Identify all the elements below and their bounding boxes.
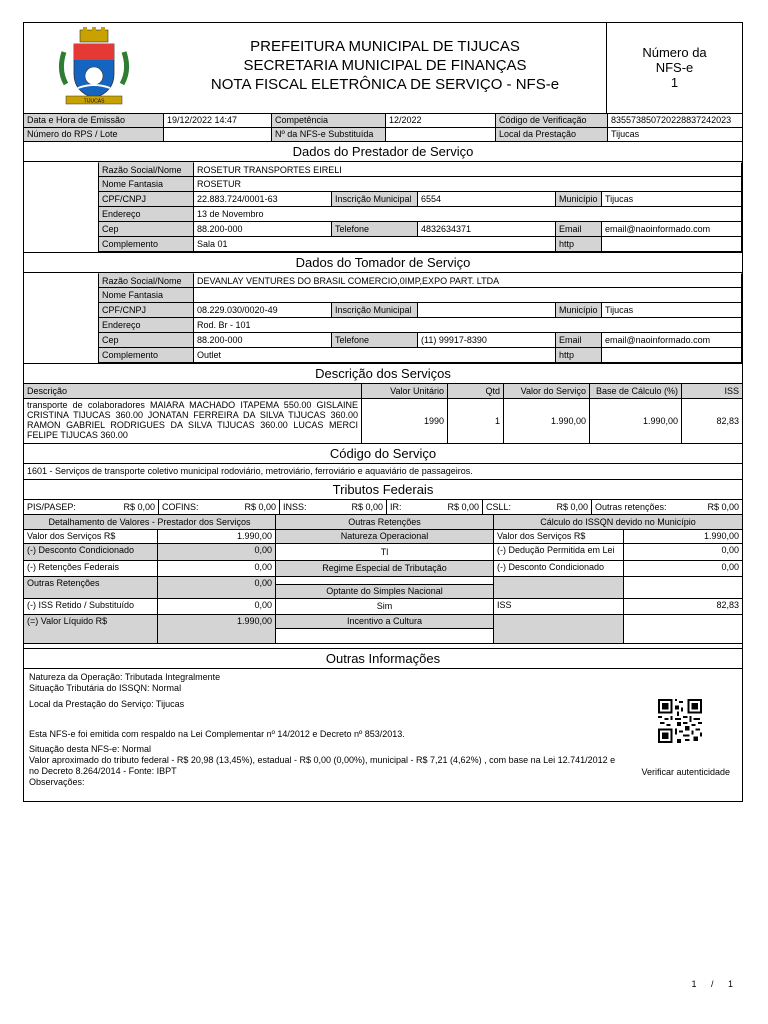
outras-label: Outras retenções: [595,502,667,512]
label: Telefone [332,333,418,348]
det-label: (-) Retenções Federais [24,561,158,576]
label: Complemento [98,237,194,252]
servico-iss: 82,83 [716,416,739,426]
prestador-block [24,162,742,253]
competencia-value: 12/2022 [386,114,496,127]
nfse-label: NFS-e [655,60,694,75]
prestador-fantasia: ROSETUR [194,177,742,192]
prestador-im: 6554 [418,192,556,207]
label: Razão Social/Nome [98,162,194,177]
codigo-section-title: Código do Serviço [24,444,742,464]
tomador-block [24,273,742,364]
inss-value: R$ 0,00 [351,502,383,512]
det-value: 0,00 [254,545,272,555]
detalhamento-col [24,515,276,643]
label: CPF/CNPJ [98,192,194,207]
municipal-crest [24,23,164,113]
cofins-value: R$ 0,00 [244,502,276,512]
servico-valor-unitario: 1990 [362,399,448,443]
local-prestacao: Local da Prestação do Serviço: Tijucas [29,699,185,709]
label: Cep [98,222,194,237]
qr-code-icon[interactable] [658,699,702,743]
label: Endereço [98,318,194,333]
regime-value [276,577,493,585]
col-valor-unitario: Valor Unitário [362,384,448,398]
iss-value [624,577,742,598]
pis-label: PIS/PASEP: [27,502,76,512]
prestador-cnpj: 22.883.724/0001-63 [194,192,332,207]
simples-value: Sim [276,599,493,615]
det-label: Valor dos Serviços R$ [24,530,158,543]
natureza-value: Tl [276,544,493,561]
servico-row [24,399,742,444]
codigo-row [24,464,742,480]
label: Cep [98,333,194,348]
col-iss: ISS [724,386,739,396]
col-qtd: Qtd [448,384,504,398]
csll-label: CSLL: [486,502,512,512]
label: Nome Fantasia [98,177,194,192]
label: http [556,348,602,363]
local-value: Tijucas [611,129,640,139]
label: Inscrição Municipal [332,303,418,318]
outras-section-title: Outras Informações [24,648,742,669]
secretaria-title: SECRETARIA MUNICIPAL DE FINANÇAS [243,57,527,74]
servico-descricao: transporte de colaboradores MAIARA MACHADO ITAPEMA 550.00 GISLAINE CRISTINA TIJUCAS 360.00 JONATAN FERREIRA DA SILVA TIJUCAS 360.00 RAMON GABRIEL RODRIGUES DA SILVA TIJUCAS 360.00 LUCAS MERCI FELIPE TIJUCAS 360.00 [24,399,362,443]
iss-label: (-) Dedução Permitida em Lei [494,544,624,560]
prestador-section-title: Dados do Prestador de Serviço [24,142,742,162]
iss-label: (-) Desconto Condicionado [494,561,624,576]
tomador-cnpj: 08.229.030/0020-49 [194,303,332,318]
regime-label: Regime Especial de Tributação [276,561,493,577]
tomador-fantasia [194,288,742,303]
tomador-endereco: Rod. Br - 101 [194,318,742,333]
rps-value [164,128,272,141]
nfse-number-label: Número da [642,45,707,60]
prestador-razao: ROSETUR TRANSPORTES EIRELI [194,162,742,177]
label: http [556,237,602,252]
substituida-value [386,128,496,141]
observacoes: Observações: [29,777,85,787]
det-value: 1.990,00 [236,531,272,541]
meta-row-1 [24,114,742,128]
iss-value: 0,00 [721,545,739,555]
outras-retencoes-col [276,515,494,643]
tomador-complemento: Outlet [194,348,556,363]
servicos-section-title: Descrição dos Serviços [24,364,742,384]
tributos-row [24,500,742,515]
prestador-municipio: Tijucas [602,192,742,207]
verificacao-value: 835573850720228837242023 [611,115,732,125]
pis-value: R$ 0,00 [123,502,155,512]
det-label: (-) Desconto Condicionado [24,544,158,560]
tomador-cep: 88.200-000 [194,333,332,348]
det-value: 1.990,00 [236,616,272,626]
document-title: NOTA FISCAL ELETRÔNICA DE SERVIÇO - NFS-e [210,76,560,93]
label: Nome Fantasia [98,288,194,303]
col-valor-servico: Valor do Serviço [504,384,590,398]
local-label: Local da Prestação [496,128,608,141]
outras-retencoes-header: Outras Retenções [276,515,493,530]
label: Endereço [98,207,194,222]
csll-value: R$ 0,00 [556,502,588,512]
incentivo-value [276,629,493,643]
servico-qtd: 1 [448,399,504,443]
label: Telefone [332,222,418,237]
header [24,23,742,114]
prestador-http [602,237,742,252]
tributos-section-title: Tributos Federais [24,480,742,500]
label: Complemento [98,348,194,363]
iss-label [494,615,624,643]
simples-label: Optante do Simples Nacional [276,585,493,599]
issqn-header: Cálculo do ISSQN devido no Município [494,515,742,530]
codigo-servico: 1601 - Serviços de transporte coletivo municipal rodoviário, metroviário, ferroviário e aquaviário de passageiros. [27,466,473,476]
iss-label: ISS [494,599,624,614]
nfse-document [23,22,743,802]
col-base-calculo: Base de Cálculo (%) [590,384,682,398]
label: Inscrição Municipal [332,192,418,207]
prestador-cep: 88.200-000 [194,222,332,237]
det-label: (-) ISS Retido / Substituído [24,599,158,614]
det-value: 0,00 [254,600,272,610]
iss-label: Valor dos Serviços R$ [494,530,624,543]
tomador-email: email@naoinformado.com [602,333,742,348]
ir-value: R$ 0,00 [447,502,479,512]
col-descricao: Descrição [24,384,362,398]
outras-informacoes [24,669,742,801]
ir-label: IR: [390,502,402,512]
iss-value: 82,83 [716,600,739,610]
tomador-telefone: (11) 99917-8390 [418,333,556,348]
prefeitura-title: PREFEITURA MUNICIPAL DE TIJUCAS [250,38,520,55]
iss-value: 0,00 [721,562,739,572]
cofins-label: COFINS: [162,502,199,512]
iss-label [494,577,624,598]
servico-valor: 1.990,00 [504,399,590,443]
situacao-nfse: Situação desta NFS-e: Normal [29,744,152,754]
outras-value: R$ 0,00 [707,502,739,512]
label: Município [556,303,602,318]
iss-value [624,615,742,643]
rps-label: Número do RPS / Lote [24,128,164,141]
det-label: (=) Valor Líquido R$ [24,615,158,643]
situacao-tributaria: Situação Tributária do ISSQN: Normal [29,683,182,693]
servico-base: 1.990,00 [590,399,682,443]
prestador-complemento: Sala 01 [194,237,556,252]
label: Município [556,192,602,207]
tomador-section-title: Dados do Tomador de Serviço [24,253,742,273]
valor-aproximado-tributos: Valor aproximado do tributo federal - R$ 20,98 (13,45%), estadual - R$ 0,00 (0,00%), municipal - R$ 7,21 (4,62%) , com base na Lei 12.741/2012 e no Decreto 8.264/2014 - Fonte: IBPT [29,755,616,776]
prestador-email: email@naoinformado.com [602,222,742,237]
tomador-razao: DEVANLAY VENTURES DO BRASIL COMERCIO,0IMP,EXPO PART. LTDA [194,273,742,288]
nfse-number-box [606,23,742,113]
substituida-label: Nº da NFS-e Substituída [272,128,386,141]
meta-row-2 [24,128,742,142]
page-indicator: 1 / 1 [691,979,739,989]
tomador-im [418,303,556,318]
detalhamento-block [24,515,742,644]
verificar-autenticidade-link[interactable]: Verificar autenticidade [641,767,730,777]
competencia-label: Competência [272,114,386,127]
det-label: Outras Retenções [24,577,158,598]
nfse-number: 1 [670,75,679,90]
label: Email [556,333,602,348]
label: CPF/CNPJ [98,303,194,318]
iss-value: 1.990,00 [703,531,739,541]
prestador-telefone: 4832634371 [418,222,556,237]
label: Razão Social/Nome [98,273,194,288]
det-value: 0,00 [254,578,272,588]
tomador-http [602,348,742,363]
tomador-municipio: Tijucas [602,303,742,318]
servicos-header [24,384,742,399]
inss-label: INSS: [283,502,307,512]
respaldo-legal: Esta NFS-e foi emitida com respaldo na Lei Complementar nº 14/2012 e Decreto nº 853/2013. [29,729,405,739]
emissao-value: 19/12/2022 14:47 [164,114,272,127]
label: Email [556,222,602,237]
verificacao-label: Código de Verificação [496,114,608,127]
emissao-label: Data e Hora de Emissão [24,114,164,127]
det-value: 0,00 [254,562,272,572]
crest-label: TIJUCAS [83,98,105,105]
incentivo-label: Incentivo a Cultura [276,615,493,629]
prestador-endereco: 13 de Novembro [194,207,742,222]
natureza-operacao: Natureza da Operação: Tributada Integralmente [29,672,221,682]
detalhamento-header: Detalhamento de Valores - Prestador dos Serviços [24,515,275,530]
natureza-label: Natureza Operacional [276,530,493,544]
issqn-col [494,515,742,643]
